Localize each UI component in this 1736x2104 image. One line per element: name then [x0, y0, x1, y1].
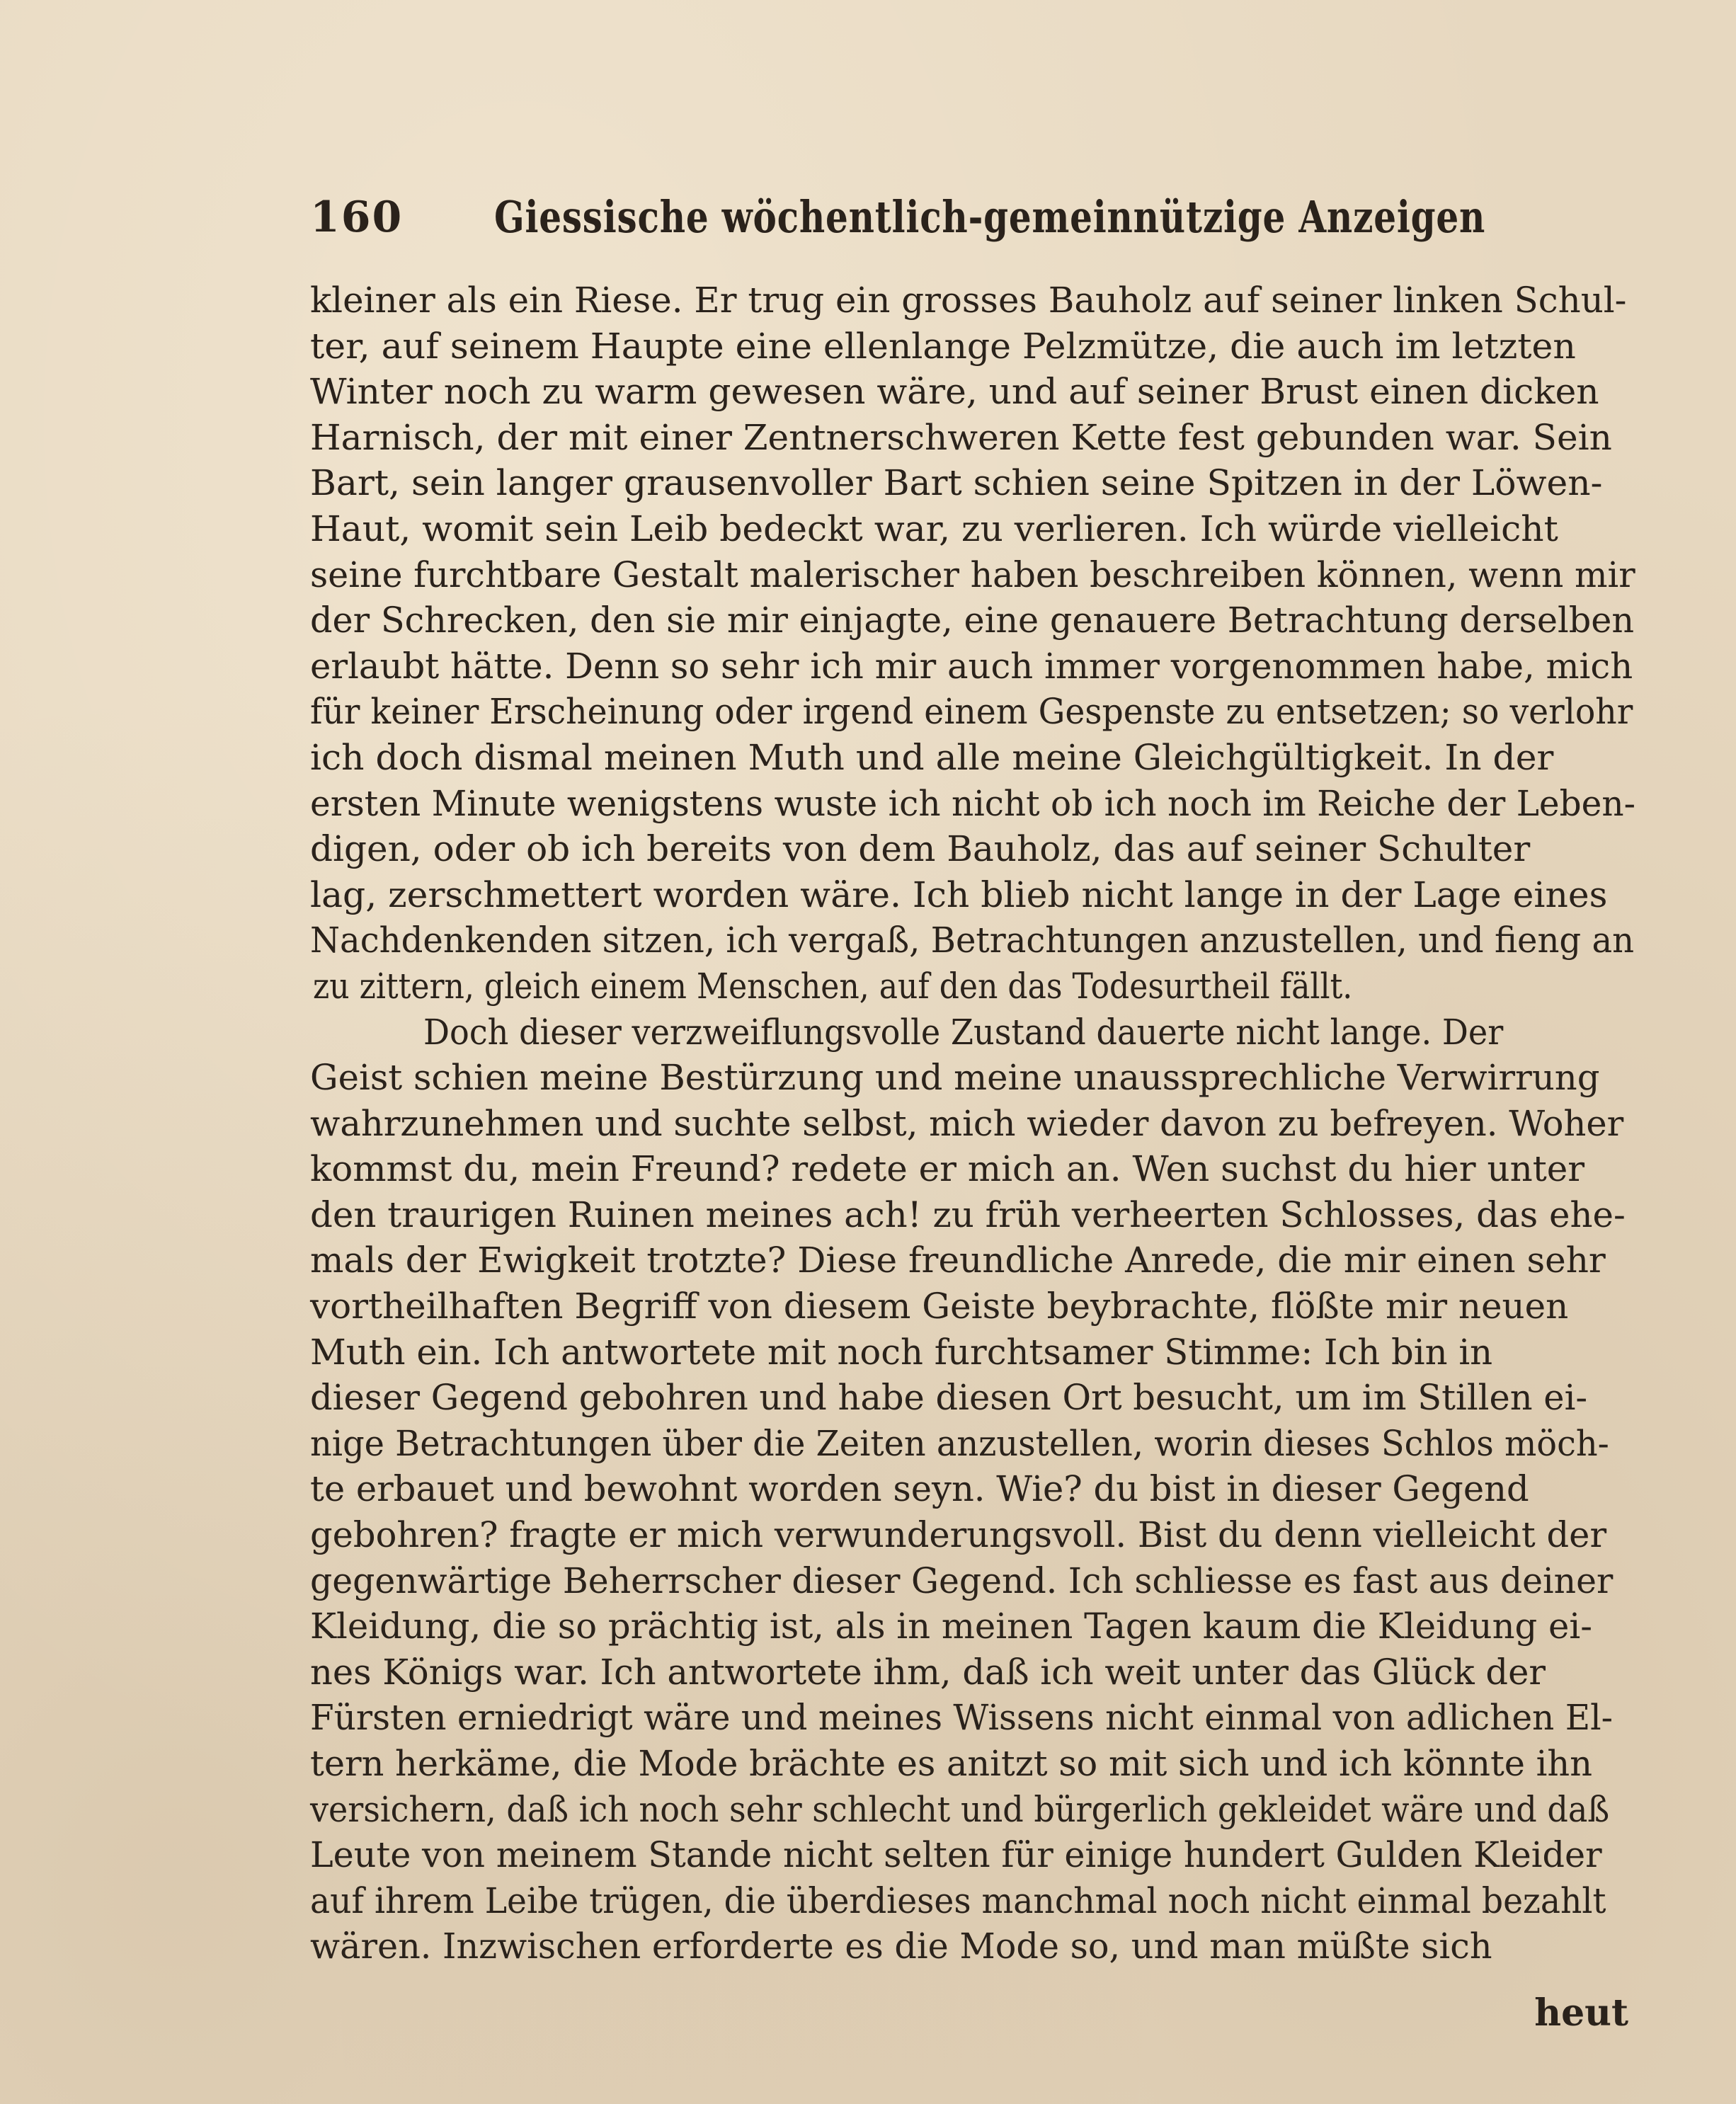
page-number: 160: [310, 193, 404, 242]
text-line: erlaubt hätte. Denn so sehr ich mir auch immer vorgenommen habe, mich: [310, 645, 1633, 687]
text-line: vortheilhaften Begriff von diesem Geiste beybrachte, flößte mir neuen: [310, 1286, 1569, 1327]
text-line: der Schrecken, den sie mir einjagte, eine genauere Betrachtung derselben: [310, 600, 1635, 641]
text-line: nige Betrachtungen über die Zeiten anzustellen, worin dieses Schlos möch-: [310, 1422, 1609, 1464]
text-line: gegenwärtige Beherrscher dieser Gegend. Ich schliesse es fast aus deiner: [310, 1560, 1614, 1601]
text-line: Doch dieser verzweiflungsvolle Zustand dauerte nicht lange. Der: [423, 1011, 1504, 1053]
catchword-row: [1458, 1991, 1628, 2040]
text-line: seine furchtbare Gestalt malerischer haben beschreiben können, wenn mir: [310, 554, 1635, 595]
text-line: Harnisch, der mit einer Zentnerschweren Kette fest gebunden war. Sein: [310, 416, 1612, 458]
text-line: kleiner als ein Riese. Er trug ein grosses Bauholz auf seiner linken Schul-: [310, 280, 1627, 321]
text-line: ich doch dismal meinen Muth und alle meine Gleichgültigkeit. In der: [310, 736, 1554, 778]
text-line: ersten Minute wenigstens wuste ich nicht ob ich noch im Reiche der Leben-: [310, 782, 1635, 824]
text-line: digen, oder ob ich bereits von dem Bauholz, das auf seiner Schulter: [310, 828, 1531, 870]
text-line: lag, zerschmettert worden wäre. Ich blieb nicht lange in der Lage eines: [310, 874, 1608, 915]
text-line: versichern, daß ich noch sehr schlecht und bürgerlich gekleidet wäre und daß: [310, 1788, 1610, 1830]
text-line: wären. Inzwischen erforderte es die Mode so, und man müßte sich: [310, 1926, 1492, 1967]
running-title: Giessische wöchentlich-gemeinnützige Anzeigen: [494, 191, 1486, 243]
text-line: Haut, womit sein Leib bedeckt war, zu verlieren. Ich würde vielleicht: [310, 508, 1558, 549]
text-line: Winter noch zu warm gewesen wäre, und auf seiner Brust einen dicken: [310, 371, 1599, 413]
text-line: wahrzunehmen und suchte selbst, mich wieder davon zu befreyen. Woher: [310, 1102, 1624, 1144]
text-line: dieser Gegend gebohren und habe diesen Ort besucht, um im Stillen ei-: [310, 1377, 1588, 1419]
text-line: ter, auf seinem Haupte eine ellenlange Pelzmütze, die auch im letzten: [310, 325, 1576, 367]
text-line: kommst du, mein Freund? redete er mich an. Wen suchst du hier unter: [310, 1148, 1585, 1190]
text-line: Leute von meinem Stande nicht selten für einige hundert Gulden Kleider: [310, 1834, 1602, 1876]
text-line: mals der Ewigkeit trotzte? Diese freundliche Anrede, die mir einen sehr: [310, 1240, 1606, 1281]
text-line: für keiner Erscheinung oder irgend einem Gespenste zu entsetzen; so verlohr: [310, 691, 1633, 733]
text-line: te erbauet und bewohnt worden seyn. Wie? du bist in dieser Gegend: [310, 1468, 1529, 1510]
text-line: Fürsten erniedrigt wäre und meines Wissens nicht einmal von adlichen El-: [310, 1697, 1614, 1739]
text-line: Muth ein. Ich antwortete mit noch furchtsamer Stimme: Ich bin in: [310, 1331, 1493, 1373]
text-line: Geist schien meine Bestürzung und meine unaussprechliche Verwirrung: [310, 1057, 1600, 1099]
text-line: gebohren? fragte er mich verwunderungsvoll. Bist du denn vielleicht der: [310, 1514, 1607, 1556]
text-line: nes Königs war. Ich antwortete ihm, daß ich weit unter das Glück der: [310, 1651, 1546, 1693]
text-line: tern herkäme, die Mode brächte es anitzt so mit sich und ich könnte ihn: [310, 1743, 1592, 1784]
text-line: zu zittern, gleich einem Menschen, auf den das Todesurtheil fällt.: [313, 965, 1353, 1007]
text-line: Kleidung, die so prächtig ist, als in meinen Tagen kaum die Kleidung ei-: [310, 1606, 1593, 1647]
page-header: [310, 185, 1485, 249]
catchword: heut: [1534, 1991, 1628, 2035]
text-line: den traurigen Ruinen meines ach! zu früh verheerten Schlosses, das ehe-: [310, 1194, 1626, 1235]
text-line: Nachdenkenden sitzen, ich vergaß, Betrachtungen anzustellen, und fieng an: [310, 920, 1635, 961]
body-text: [310, 278, 1635, 1969]
text-line: auf ihrem Leibe trügen, die überdieses manchmal noch nicht einmal bezahlt: [310, 1880, 1606, 1921]
text-line: Bart, sein langer grausenvoller Bart schien seine Spitzen in der Löwen-: [310, 462, 1603, 504]
